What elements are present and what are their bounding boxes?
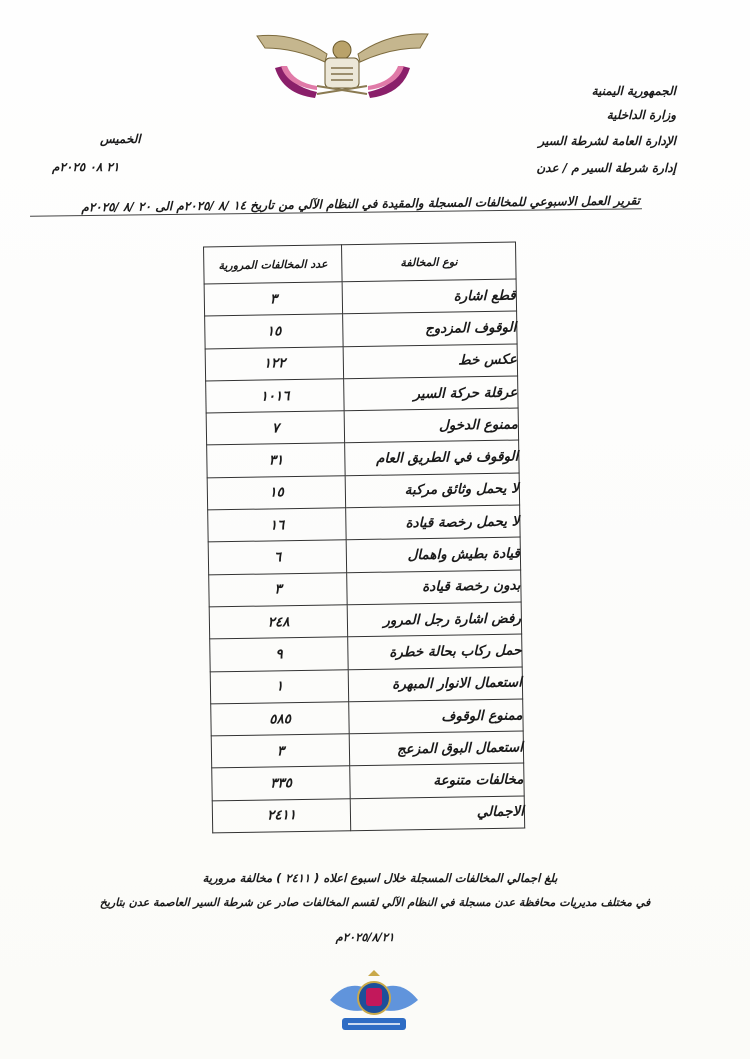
table-header-row [204, 242, 517, 284]
table-row [206, 408, 518, 445]
table-row [211, 699, 523, 736]
table-row [210, 634, 522, 671]
violation-type: قطع اشارة [342, 279, 516, 314]
footer-total-line: بلغ اجمالي المخالفات المسجلة خلال اسبوع اعلاه ( ٢٤١١ ) مخالفة مرورية [202, 871, 558, 885]
violation-count: ٩ [210, 637, 349, 671]
violation-count: ٢٤١١ [212, 798, 351, 832]
violation-type: استعمال البوق المزعج [350, 731, 524, 766]
violation-type: مخالفات متنوعة [350, 763, 524, 798]
violation-type: عكس خط [343, 344, 517, 379]
violation-count: ٣ [204, 282, 343, 316]
violation-count: ٧ [206, 411, 345, 445]
violation-type: الاجمالي [351, 796, 525, 831]
table-row [207, 441, 519, 478]
violation-count: ١٥ [205, 314, 344, 348]
table-row [210, 667, 522, 704]
violation-count: ١٠١٦ [206, 379, 345, 413]
violation-type: لا يحمل وثائق مركبة [345, 473, 519, 508]
violation-count: ٣ [209, 572, 348, 606]
violation-type: حمل ركاب بحالة خطرة [348, 634, 522, 669]
table-row [208, 505, 520, 542]
violation-count: ٣ [211, 734, 350, 768]
police-seal-icon [326, 970, 422, 1034]
header-general-admin: الإدارة العامة لشرطة السير [538, 134, 676, 148]
violation-count: ١٦ [208, 508, 347, 542]
count-column-header: عدد المخالفات المرورية [204, 245, 343, 284]
violation-type: لا يحمل رخصة قيادة [346, 505, 520, 540]
table-row [206, 376, 518, 413]
violation-type: الوقوف في الطريق العام [345, 441, 519, 476]
footer-date: ٢٠٢٥/٨/٢١م [335, 930, 395, 944]
violation-count: ٢٤٨ [209, 605, 348, 639]
violation-count: ٥٨٥ [211, 702, 350, 736]
violation-type: بدون رخصة قيادة [347, 570, 521, 605]
table-row [208, 537, 520, 574]
violation-count: ٣١ [207, 443, 346, 477]
table-row [207, 473, 519, 510]
violation-type: عرقلة حركة السير [344, 376, 518, 411]
violation-type: استعمال الانوار المبهرة [348, 667, 522, 702]
violation-count: ٦ [208, 540, 347, 574]
table-body [204, 279, 525, 833]
table-row [211, 731, 523, 768]
table-row [205, 311, 517, 348]
violation-type: قيادة بطيش واهمال [346, 537, 520, 572]
violation-type: ممنوع الدخول [344, 408, 518, 443]
table-row [212, 763, 524, 800]
violation-type: الوقوف المزدوج [343, 311, 517, 346]
eagle-emblem-icon [255, 28, 430, 100]
header-city-admin: إدارة شرطة السير م / عدن [536, 161, 676, 175]
violation-count: ١٥ [207, 476, 346, 510]
type-column-header: نوع المخالفة [342, 242, 516, 282]
table-row [212, 796, 524, 833]
violation-count: ٣٣٥ [212, 766, 351, 800]
table-row [209, 602, 521, 639]
table-row [204, 279, 516, 316]
violation-count: ١٢٢ [205, 346, 344, 380]
header-republic: الجمهورية اليمنية [591, 84, 676, 98]
header-ministry: وزارة الداخلية [606, 108, 676, 122]
violation-count: ١ [210, 669, 349, 703]
header-day: الخميس [100, 132, 141, 146]
footer-detail-line: في مختلف مديريات محافظة عدن مسجلة في النظام الآلي لقسم المخالفات صادر عن شرطة السير العاصمة عدن بتاريخ [99, 896, 651, 909]
violation-type: رفض اشارة رجل المرور [347, 602, 521, 637]
violation-type: ممنوع الوقوف [349, 699, 523, 734]
violations-table [203, 242, 525, 834]
header-date: ٢١ ٠٨ ٢٠٢٥م [52, 160, 120, 174]
report-title: تقرير العمل الاسبوعي للمخالفات المسجلة والمقيدة في النظام الآلي من تاريخ ١٤ /٨ /٢٠٢٥م الى ٢٠ /٨ /٢٠٢٥م [81, 193, 641, 215]
table-row [205, 344, 517, 381]
table-row [209, 570, 521, 607]
